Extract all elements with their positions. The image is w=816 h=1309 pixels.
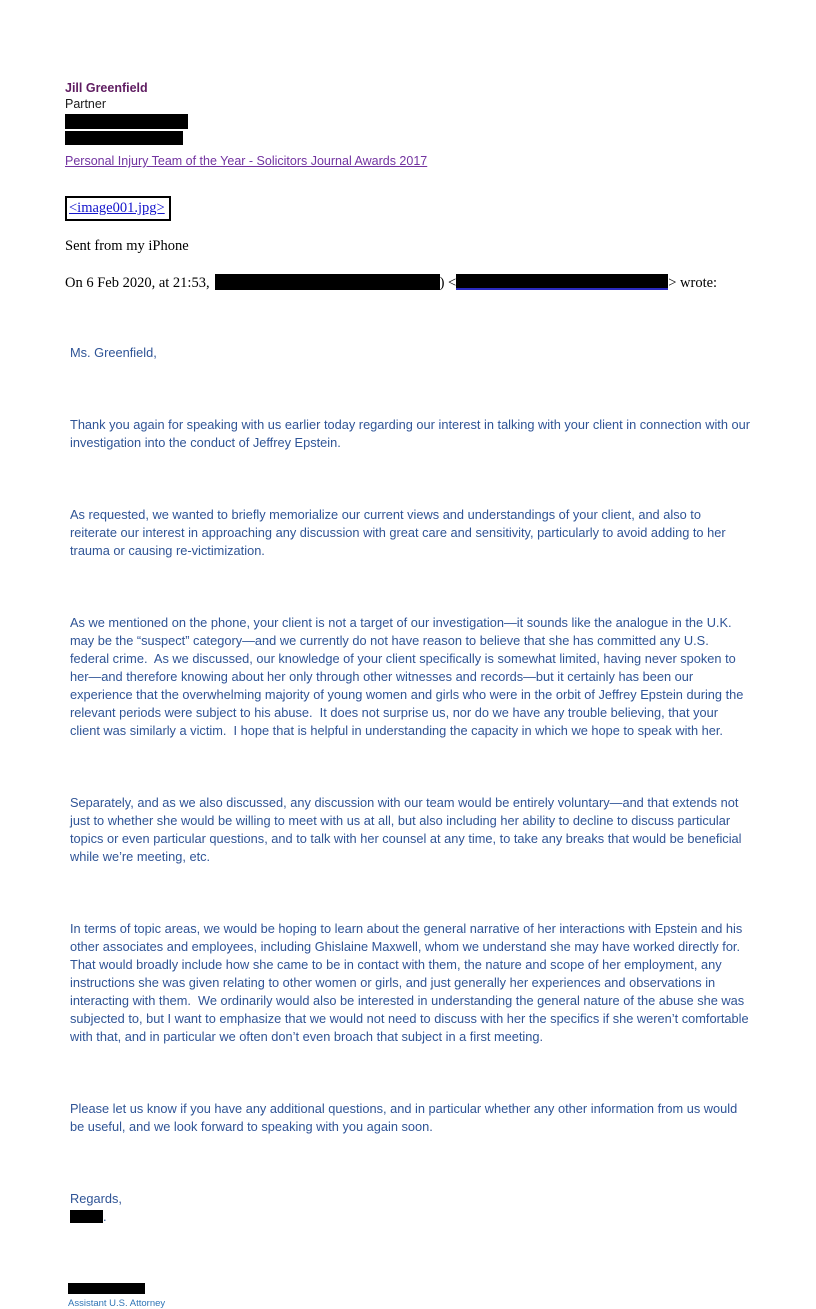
redaction-bar-firm	[65, 114, 188, 129]
paragraph: Please let us know if you have any additional questions, and in particular whether any other information from us would be useful, and we look forward to speaking with you again soon.	[70, 1101, 741, 1134]
paragraph: As requested, we wanted to briefly memorialize our current views and understandings of your client, and also to reiterate our interest in approaching any discussion with great care and sensitivity, particularly to avoid adding to her trauma or causing re-victimization.	[70, 507, 730, 558]
email-body	[70, 308, 754, 1262]
sender-title: Partner	[65, 97, 106, 111]
award-link[interactable]: Personal Injury Team of the Year - Solicitors Journal Awards 2017	[65, 154, 428, 168]
quote-header-mid: ) <	[439, 275, 457, 291]
paragraph: In terms of topic areas, we would be hoping to learn about the general narrative of her interactions with Epstein and his other associates and employees, including Ghislaine Maxwell, whom we understand she may have worked directly for. That would broadly include how she came to be in contact with them, the nature and scope of her employment, any instructions she was given relating to other women or girls, and just generally her experiences and observations in interacting with them. We ordinarily would also be interested in understanding the general nature of the abuse she was subjected to, but I want to emphasize that we would not need to discuss with her the specifics if she weren’t comfortable with that, and in particular we often don’t even broach that subject in a first meeting.	[70, 921, 753, 1044]
quote-header-prefix: On 6 Feb 2020, at 21:53,	[65, 275, 210, 291]
redaction-bar-signer-name	[70, 1210, 103, 1223]
sender-signature-block	[65, 81, 750, 170]
attachment-placeholder	[65, 196, 171, 221]
paragraph: Thank you again for speaking with us earlier today regarding our interest in talking with your client in connection with our investigation into the conduct of Jeffrey Epstein.	[70, 417, 754, 450]
paragraph: Separately, and as we also discussed, any discussion with our team would be entirely voluntary—and that extends not just to whether she would be willing to meet with us at all, but also including her ability to decline to discuss particular topics or even particular questions, and to talk with her counsel at any time, to take any breaks that would be beneficial while we’re meeting, etc.	[70, 795, 746, 864]
quote-header	[65, 274, 750, 292]
signer-title: Assistant U.S. Attorney	[68, 1298, 166, 1309]
sent-from-iphone: Sent from my iPhone	[65, 238, 189, 254]
redaction-bar-signer	[68, 1283, 145, 1294]
closing-word: Regards,	[70, 1191, 122, 1206]
greeting: Ms. Greenfield,	[70, 345, 157, 360]
sender-name: Jill Greenfield	[65, 81, 148, 95]
paragraph: As we mentioned on the phone, your client is not a target of our investigation—it sounds like the analogue in the U.K. may be the “suspect” category—and we currently do not have reason to believe that she has committed any U.S. federal crime. As we discussed, our knowledge of your client specifically is somewhat limited, having never spoken to her—and therefore knowing about her only through other witnesses and records—but it certainly has been our experience that the overwhelming majority of young women and girls who were in the orbit of Jeffrey Epstein during the relevant periods were subject to his abuse. It does not surprise us, nor do we have any trouble believing, that your client was similarly a victim. I hope that is helpful in understanding the capacity in which we hope to speak with her.	[70, 615, 747, 738]
closing-period: .	[103, 1209, 107, 1224]
quote-header-suffix: > wrote:	[668, 275, 718, 291]
redaction-bar-sender-email	[456, 274, 668, 290]
redaction-bar-contact	[65, 131, 183, 145]
signer-signature-block	[68, 1283, 750, 1309]
closing	[70, 1190, 751, 1226]
attachment-link[interactable]: <image001.jpg>	[69, 200, 165, 216]
redaction-bar-sender-name	[215, 274, 440, 290]
